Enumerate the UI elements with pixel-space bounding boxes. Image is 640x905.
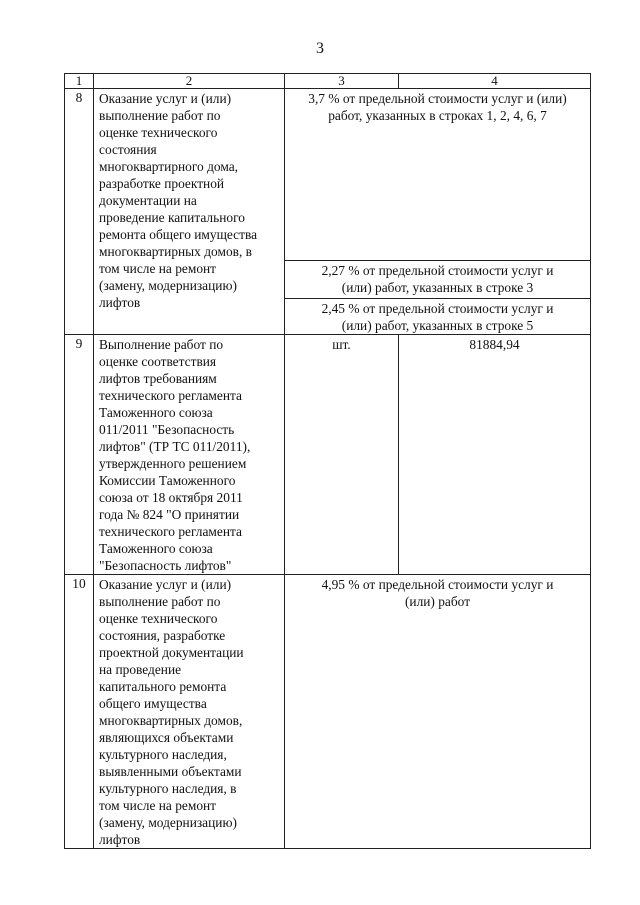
desc-line: 011/2011 "Безопасность (99, 422, 235, 437)
row-9-price: 81884,94 (399, 335, 591, 575)
desc-line: многоквартирного дома, (99, 159, 239, 174)
desc-line: (замену, модернизацию) (99, 278, 237, 293)
row-10-value (285, 575, 591, 849)
desc-line: лифтов (99, 832, 141, 847)
row-description (94, 89, 285, 335)
desc-line: состояния (99, 142, 157, 157)
desc-line: на проведение (99, 662, 182, 677)
desc-line: оценке технического (99, 125, 218, 140)
desc-line: ремонта общего имущества (99, 227, 258, 242)
table-header-row (65, 74, 591, 89)
desc-line: документации на (99, 193, 197, 208)
value-line: (или) работ (404, 594, 471, 609)
row-9-unit: шт. (285, 335, 399, 575)
desc-line: разработке проектной (99, 176, 225, 191)
desc-line: капитального ремонта (99, 679, 227, 694)
desc-line: Оказание услуг и (или) (99, 577, 232, 592)
row-description (94, 335, 285, 575)
value-line: работ, указанных в строках 1, 2, 4, 6, 7 (328, 108, 547, 123)
tariff-table (64, 73, 591, 849)
header-col-1: 1 (65, 74, 94, 89)
header-col-3: 3 (285, 74, 399, 89)
desc-line: проектной документации (99, 645, 244, 660)
header-col-4: 4 (399, 74, 591, 89)
desc-line: Таможенного союза (99, 541, 213, 556)
desc-line: союза от 18 октября 2011 (99, 490, 243, 505)
row-number: 9 (65, 335, 94, 575)
desc-line: (замену, модернизацию) (99, 815, 237, 830)
header-col-2: 2 (94, 74, 285, 89)
desc-line: Оказание услуг и (или) (99, 91, 232, 106)
value-line: 2,27 % от предельной стоимости услуг и (321, 263, 554, 278)
value-line: (или) работ, указанных в строке 3 (341, 280, 534, 295)
desc-line: общего имущества (99, 696, 207, 711)
row-8-value-main (285, 89, 591, 261)
table-row-9 (65, 335, 591, 575)
desc-line: выполнение работ по (99, 594, 221, 609)
desc-line: многоквартирных домов, в (99, 244, 252, 259)
desc-line: культурного наследия, (99, 747, 227, 762)
desc-line: том числе на ремонт (99, 798, 217, 813)
desc-line: года № 824 "О принятии (99, 507, 240, 522)
desc-line: лифтов" (ТР ТС 011/2011), (99, 439, 251, 454)
row-description (94, 575, 285, 849)
table-row-10 (65, 575, 591, 849)
value-line: 4,95 % от предельной стоимости услуг и (321, 577, 554, 592)
value-line: 3,7 % от предельной стоимости услуг и (или) (308, 91, 567, 106)
desc-line: технического регламента (99, 524, 242, 539)
value-line: (или) работ, указанных в строке 5 (341, 318, 534, 333)
row-8-value-line-3 (285, 261, 591, 299)
desc-line: лифтов требованиям (99, 371, 217, 386)
desc-line: состояния, разработке (99, 628, 226, 643)
desc-line: многоквартирных домов, (99, 713, 243, 728)
page-number: 3 (316, 40, 324, 57)
desc-line: выполнение работ по (99, 108, 221, 123)
value-line: 2,45 % от предельной стоимости услуг и (321, 301, 554, 316)
row-number: 8 (65, 89, 94, 335)
desc-line: утвержденного решением (99, 456, 247, 471)
row-number: 10 (65, 575, 94, 849)
desc-line: выявленными объектами (99, 764, 242, 779)
desc-line: культурного наследия, в (99, 781, 237, 796)
row-8-value-line-5 (285, 299, 591, 335)
desc-line: технического регламента (99, 388, 242, 403)
desc-line: "Безопасность лифтов" (99, 558, 232, 573)
table-row-8 (65, 89, 591, 261)
desc-line: Таможенного союза (99, 405, 213, 420)
desc-line: являющихся объектами (99, 730, 234, 745)
desc-line: проведение капитального (99, 210, 245, 225)
desc-line: Выполнение работ по (99, 337, 224, 352)
desc-line: лифтов (99, 295, 141, 310)
desc-line: Комиссии Таможенного (99, 473, 236, 488)
desc-line: оценке технического (99, 611, 218, 626)
desc-line: том числе на ремонт (99, 261, 217, 276)
desc-line: оценке соответствия (99, 354, 217, 369)
